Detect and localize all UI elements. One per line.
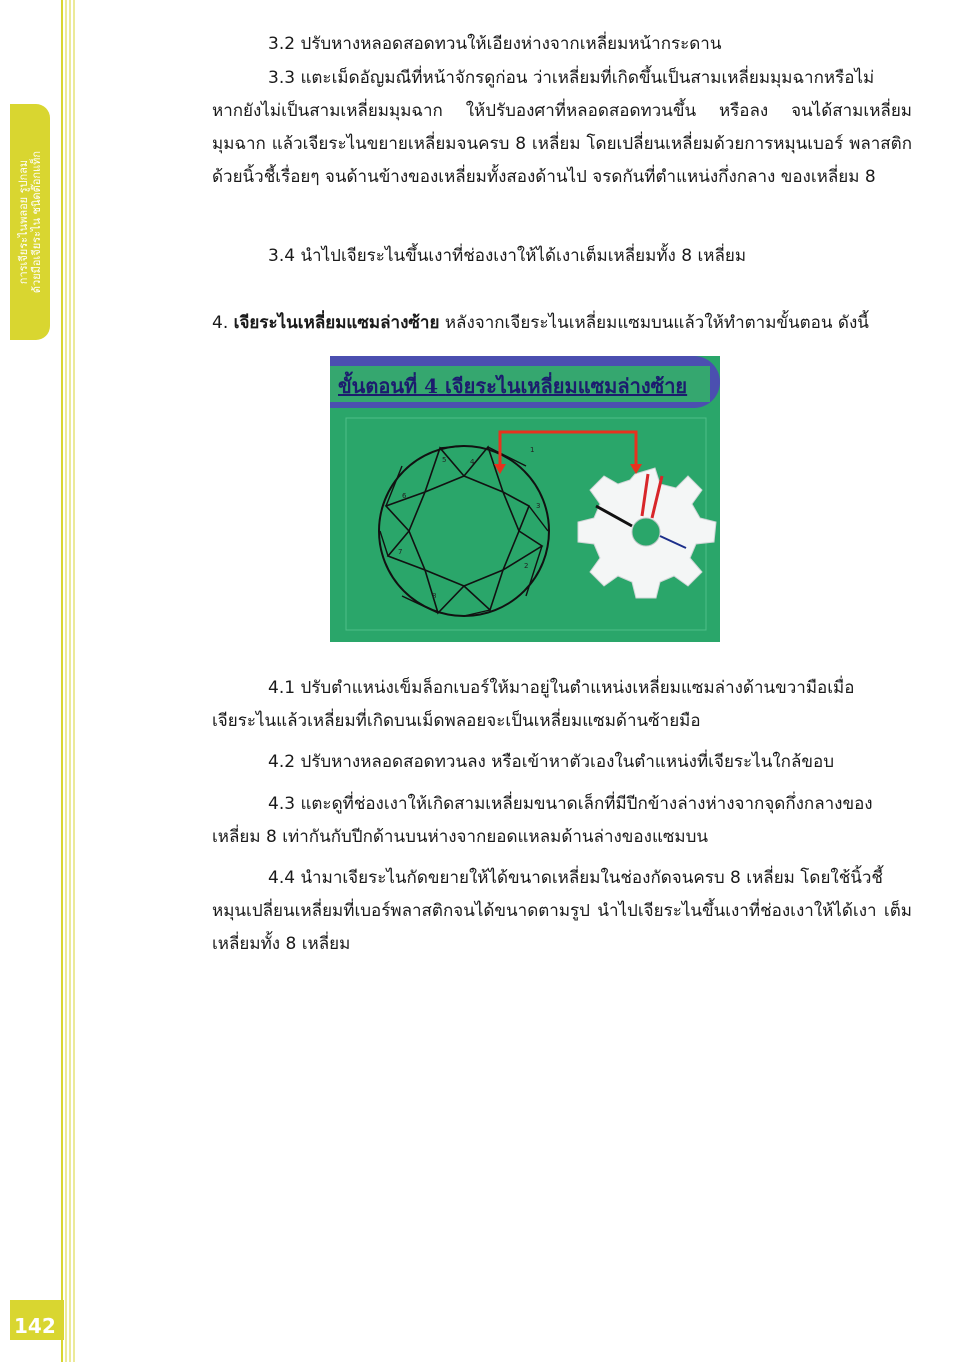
facet-number-5: 5 — [442, 456, 447, 464]
section-4-number: 4. — [212, 313, 229, 333]
paragraph-4-2 — [212, 746, 912, 779]
paragraph-4-3-first-line: 4.3 แตะดูที่ช่องเงาให้เกิดสามเหลี่ยมขนาดเล็กที่มีปีกข้างล่างห่างจากจุดกึ่งกลางของ — [268, 794, 873, 814]
facet-number-2: 2 — [524, 562, 529, 570]
page-number: 142 — [14, 1314, 56, 1338]
paragraph-3-4-text: 3.4 นำไปเจียระไนขึ้นเงาที่ช่องเงาให้ได้เงาเต็มเหลี่ยมทั้ง 8 เหลี่ยม — [268, 246, 747, 266]
index-gear — [578, 468, 716, 598]
paragraph-3-2 — [212, 28, 912, 61]
facet-number-7: 7 — [398, 548, 403, 556]
side-tab-line-2: ด้วยมือเจียระไน ชนิดต๊อกแท็ก — [30, 150, 43, 294]
paragraph-4-1-first-line: 4.1 ปรับตำแหน่งเข็มล็อกเบอร์ให้มาอยู่ในตำแหน่งเหลี่ยมแซมล่างด้านขวามือเมื่อ — [268, 678, 855, 698]
paragraph-3-3-first-line: 3.3 แตะเม็ดอัญมณีที่หน้าจักรดูก่อน ว่าเหลี่ยมที่เกิดขึ้นเป็นสามเหลี่ยมมุมฉากหรือไม่ — [268, 68, 875, 88]
facet-number-8: 8 — [432, 592, 437, 600]
step-4-figure — [330, 356, 720, 642]
section-4-heading — [212, 308, 932, 338]
paragraph-3-3 — [212, 62, 912, 194]
facet-number-4: 4 — [470, 458, 475, 466]
chapter-side-tab-text — [17, 151, 43, 293]
figure-title-step: ขั้นตอนที่ 4 — [338, 374, 439, 398]
paragraph-3-4 — [212, 240, 912, 273]
facet-number-1: 1 — [530, 446, 535, 454]
side-tab-line-1: การเจียระไนพลอย รูปกลม — [17, 159, 30, 285]
paragraph-4-4 — [212, 862, 912, 961]
facet-number-3: 3 — [536, 502, 541, 510]
figure-drawing — [330, 356, 720, 642]
paragraph-4-1 — [212, 672, 912, 738]
section-4-title: เจียระไนเหลี่ยมแซมล่างซ้าย — [233, 313, 440, 333]
paragraph-4-3 — [212, 788, 912, 854]
gem-diagram — [379, 446, 549, 616]
paragraph-4-4-first-line: 4.4 นำมาเจียระไนกัดขยายให้ได้ขนาดเหลี่ยมในช่องกัดจนครบ 8 เหลี่ยม โดยใช้นิ้วชี้ — [268, 868, 883, 888]
facet-number-6: 6 — [402, 492, 407, 500]
paragraph-4-1-body: เจียระไนแล้วเหลี่ยมที่เกิดบนเม็ดพลอยจะเป็นเหลี่ยมแซมด้านซ้ายมือ — [212, 711, 701, 731]
chapter-side-tab — [10, 104, 50, 340]
section-4-intro: หลังจากเจียระไนเหลี่ยมแซมบนแล้วให้ทำตามขั้นตอน ดังนี้ — [444, 313, 869, 333]
paragraph-4-2-text: 4.2 ปรับหางหลอดสอดทวนลง หรือเข้าหาตัวเองในตำแหน่งที่เจียระไนใกล้ขอบ — [268, 752, 834, 772]
figure-title-text: เจียระไนเหลี่ยมแซมล่างซ้าย — [445, 374, 688, 398]
paragraph-4-4-body: หมุนเปลี่ยนเหลี่ยมที่เบอร์พลาสติกจนได้ขนาดตามรูป นำไปเจียระไนขึ้นเงาที่ช่องเงาให้ได้เงา เต็มเหลี่ยมทั้ง 8 เหลี่ยม — [212, 901, 912, 954]
paragraph-4-3-body: เหลี่ยม 8 เท่ากันกับปีกด้านบนห่างจากยอดแหลมด้านล่างของแซมบน — [212, 827, 709, 847]
paragraph-3-3-body: หากยังไม่เป็นสามเหลี่ยมมุมฉาก ให้ปรับองศาที่หลอดสอดทวนขึ้น หรือลง จนได้สามเหลี่ยม มุมฉาก แล้วเจียระไนขยายเหลี่ยมจนครบ 8 เหลี่ยม โดยเปลี่ยนเหลี่ยมด้วยการหมุนเบอร์ พลาสติกด้วยนิ้วชี้เรื่อยๆ จนด้านข้างของเหลี่ยมทั้งสองด้านไป จรดกันที่ตำแหน่งกึ่งกลาง ของเหลี่ยม 8 — [212, 101, 912, 187]
paragraph-3-2-text: 3.2 ปรับหางหลอดสอดทวนให้เอียงห่างจากเหลี่ยมหน้ากระดาน — [268, 34, 722, 54]
